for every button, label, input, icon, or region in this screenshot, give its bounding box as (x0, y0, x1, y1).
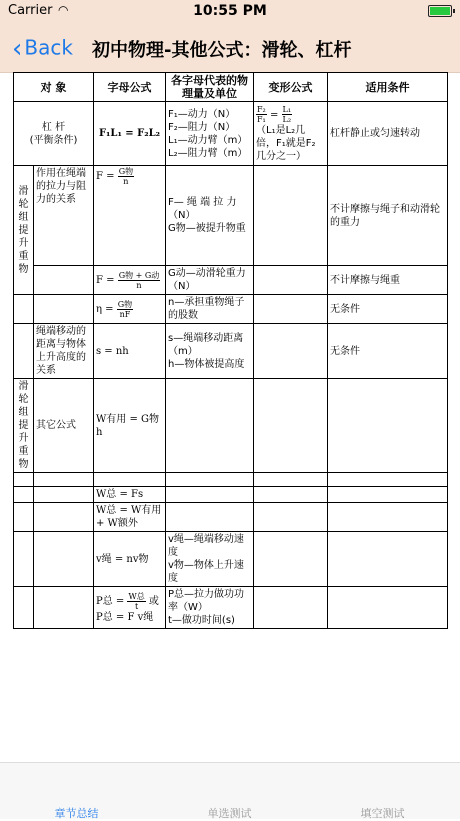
lever-meaning: F₁—动力（N） (168, 108, 236, 120)
meaning-line: G动—动滑轮重力（N） (168, 268, 246, 292)
formula-table (13, 72, 448, 629)
table-row (14, 102, 448, 166)
header-transform: 变形公式 (254, 73, 328, 102)
meaning-line: G物—被提升物重 (168, 223, 246, 234)
pulley-force-label: 作用在绳端的拉力与阻力的关系 (34, 166, 94, 266)
lever-transform-left: $\frac{\text{F₂}}{\text{F₁}}$ (257, 104, 266, 124)
other-group-label: 滑轮组提升重物 (14, 379, 34, 473)
meaning-line: P总—拉力做功功率（W） (168, 589, 245, 613)
table-row (14, 473, 448, 487)
table-row (14, 587, 448, 629)
header-object: 对 象 (14, 73, 94, 102)
table-row (14, 503, 448, 532)
lever-meaning: L₁—动力臂（m） (168, 134, 248, 146)
other-formula: W总 = Fs (94, 487, 166, 503)
other-formula: W有用 = G物h (94, 379, 166, 473)
tab-chapter-summary[interactable]: 章节总结 (54, 807, 99, 820)
formula-fraction: G物 + G动 n (118, 270, 160, 290)
back-button[interactable] (12, 34, 73, 64)
meaning-line: n—承担重物绳子的股数 (168, 297, 245, 321)
formula-text: F = (96, 171, 115, 182)
status-bar (0, 0, 460, 22)
lever-meaning: L₂—阻力臂（m） (168, 147, 248, 159)
lever-transform-eq: = (269, 109, 279, 120)
table-row (14, 487, 448, 503)
tab-single-choice[interactable]: 单选测试 (207, 807, 252, 820)
formula-text: P总 = (96, 595, 125, 607)
formula-fraction: W总 t (128, 591, 145, 611)
header-condition: 适用条件 (328, 73, 448, 102)
lever-transform-text: （L₁是L₂几倍，F₁就是F₂几分之一） (256, 124, 316, 162)
lever-object-sub: (平衡条件) (29, 134, 78, 146)
formula-text: η = (96, 303, 114, 315)
table-row (14, 166, 448, 266)
meaning-line: v绳—绳端移动速度 (168, 534, 244, 558)
meaning-line: h—物体被提高度 (168, 358, 245, 370)
battery-icon (428, 5, 452, 17)
meaning-line: v物—物体上升速度 (168, 560, 244, 584)
distance-formula: s = nh (94, 324, 166, 379)
other-formula: v绳 = nv物 (94, 532, 166, 587)
tab-fill-blank[interactable]: 填空测试 (360, 807, 405, 820)
distance-label: 绳端移动的距离与物体上升高度的关系 (34, 324, 94, 379)
pulley-group-label: 滑轮组提升重物 (14, 166, 34, 295)
formula-text: P总 = F v绳 (96, 611, 154, 623)
formula-fraction: G物 n (118, 167, 134, 186)
page-title: 初中物理-其他公式：滑轮、杠杆 (92, 40, 352, 61)
header-formula: 字母公式 (94, 73, 166, 102)
table-row (14, 379, 448, 473)
table-row (14, 295, 448, 324)
lever-transform-right: $\frac{\text{L₁}}{\text{L₂}}$ (282, 104, 292, 124)
condition-cell: 不计摩擦与绳重 (328, 266, 448, 295)
condition-cell: 无条件 (328, 324, 448, 379)
formula-text: F = (96, 274, 115, 286)
table-row (14, 324, 448, 379)
other-label: 其它公式 (34, 379, 94, 473)
meaning-line: t—做功时间(s) (168, 615, 235, 626)
other-formula: W总 = W有用 + W额外 (94, 503, 166, 532)
carrier-label: Carrier (8, 3, 53, 18)
back-label: Back (24, 35, 73, 60)
lever-formula: F₁L₁ = F₂L₂ (94, 102, 166, 166)
lever-object: 杠 杆 (41, 121, 66, 133)
formula-text: 或 (148, 595, 159, 607)
lever-condition: 杠杆静止或匀速转动 (328, 102, 448, 166)
table-row (14, 266, 448, 295)
nav-bar (0, 22, 460, 73)
condition-cell: 不计摩擦与绳子和动滑轮的重力 (328, 166, 448, 266)
header-meaning: 各字母代表的物理量及单位 (166, 73, 254, 102)
table-row (14, 532, 448, 587)
condition-cell: 无条件 (328, 295, 448, 324)
clock: 10:55 PM (193, 3, 267, 19)
meaning-line: F— 绳 端 拉 力（N） (168, 197, 237, 221)
content-area[interactable] (0, 72, 460, 762)
meaning-line: s—绳端移动距离（m） (168, 332, 244, 357)
tab-bar (0, 762, 460, 819)
chevron-left-icon: ‹ (12, 34, 23, 64)
lever-meaning: F₂—阻力（N） (168, 121, 236, 133)
formula-fraction: G物 nF (117, 299, 133, 319)
wifi-icon: ◠ (58, 3, 69, 17)
